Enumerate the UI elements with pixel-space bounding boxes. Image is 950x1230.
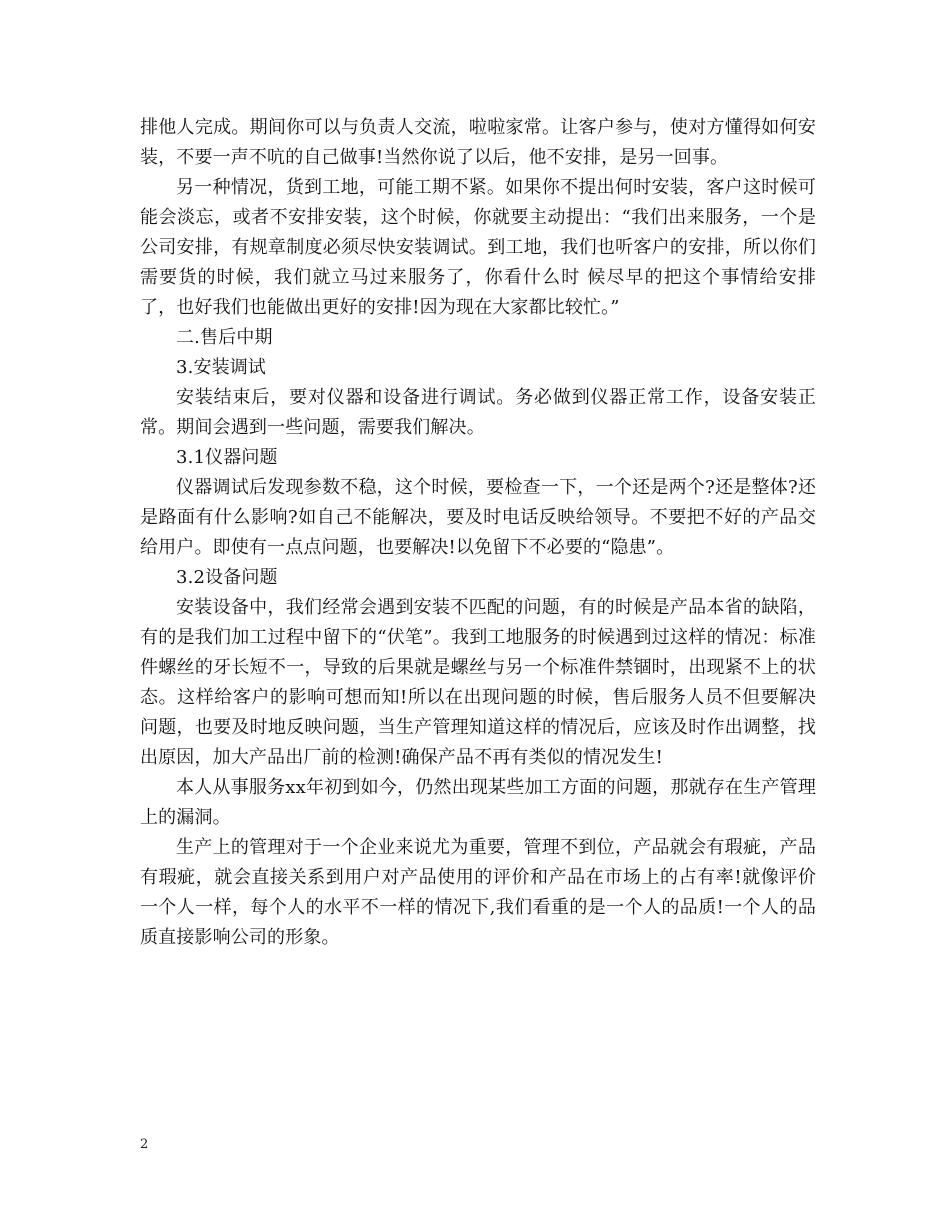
paragraph-equipment-problems: 安装设备中，我们经常会遇到安装不匹配的问题，有的时候是产品本省的缺陷，有的是我们加工过程中留下的“伏笔”。我到工地服务的时候遇到过这样的情况：标准件螺丝的牙长短不一，导致的后果就是螺丝与另一个标准件禁锢时，出现紧不上的状态。这样给客户的影响可想而知!所以在出现问题的时候，售后服务人员不但要解决问题，也要及时地反映问题，当生产管理知道这样的情况后，应该及时作出调整，找出原因，加大产品出厂前的检测!确保产品不再有类似的情况发生!: [140, 597, 816, 768]
paragraph-instrument-problems: 仪器调试后发现参数不稳，这个时候，要检查一下，一个还是两个?还是整体?还是路面有什么影响?如自己不能解决，要及时电话反映给领导。不要把不好的产品交给用户。即使有一点点问题，也要解决!以免留下不必要的“隐患”。: [140, 477, 816, 558]
section-heading-equipment-problems: 3.2设备问题: [176, 567, 278, 588]
section-heading-instrument-problems: 3.1仪器问题: [176, 447, 278, 468]
document-body: [140, 113, 816, 953]
paragraph-arrange-others: 排他人完成。期间你可以与负责人交流，啦啦家常。让客户参与，使对方懂得如何安装，不要一声不吭的自己做事!当然你说了以后，他不安排，是另一回事。: [140, 117, 816, 168]
paragraph-another-situation: 另一种情况，货到工地，可能工期不紧。如果你不提出何时安装，客户这时候可能会淡忘，或者不安排安装，这个时候，你就要主动提出：“我们出来服务，一个是公司安排，有规章制度必须尽快安装调试。到工地，我们也听客户的安排，所以你们需要货的时候，我们就立马过来服务了，你看什么时 候尽早的把这个事情给安排了，也好我们也能做出更好的安排!因为现在大家都比较忙。”: [140, 177, 816, 318]
paragraph-service-experience: 本人从事服务xx年初到如今，仍然出现某些加工方面的问题，那就存在生产管理上的漏洞。: [140, 777, 816, 828]
paragraph-production-management: 生产上的管理对于一个企业来说尤为重要，管理不到位，产品就会有瑕疵，产品有瑕疵，就会直接关系到用户对产品使用的评价和产品在市场上的占有率!就像评价一个人一样，每个人的水平不一样的情况下,我们看重的是一个人的品质!一个人的品质直接影响公司的形象。: [140, 837, 816, 948]
page-number: 2: [140, 1137, 149, 1152]
section-heading-installation-debugging: 3.安装调试: [176, 357, 267, 378]
section-heading-mid-after-sales: 二.售后中期: [176, 327, 273, 348]
paragraph-debugging: 安装结束后，要对仪器和设备进行调试。务必做到仪器正常工作，设备安装正常。期间会遇到一些问题，需要我们解决。: [140, 387, 816, 438]
